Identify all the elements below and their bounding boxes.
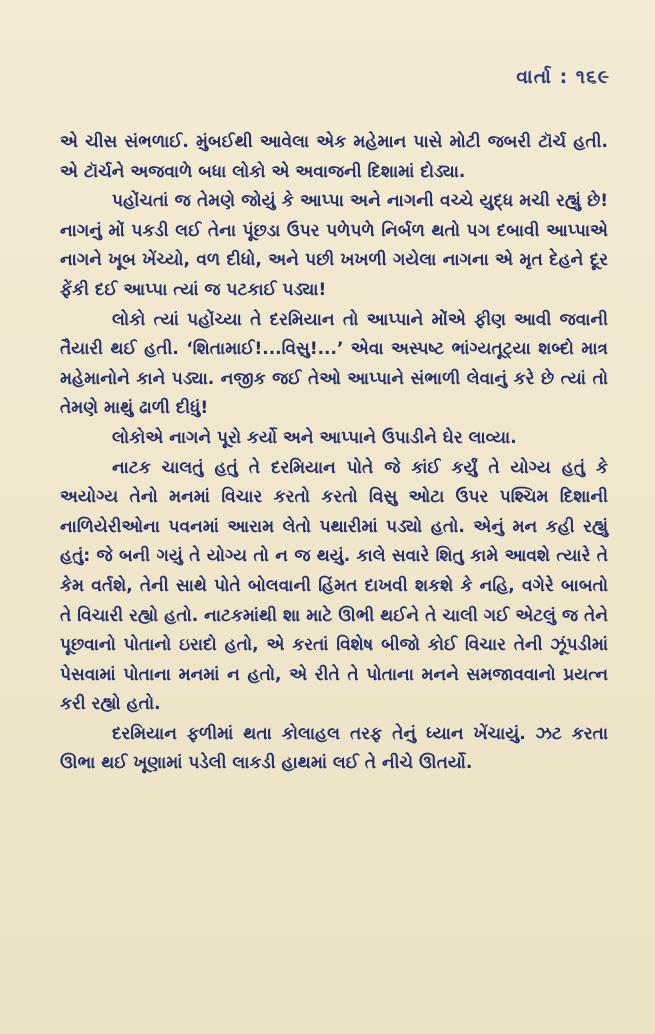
- running-header: વાર્તા : ૧૬૯: [516, 66, 610, 88]
- body-text: [60, 128, 608, 779]
- paragraph: એ ચીસ સંભળાઈ. મુંબઈથી આવેલા એક મહેમાન પાસે મોટી જબરી ટૉર્ચ હતી. એ ટૉર્ચને અજવાળે બધા લોકો એ અવાજની દિશામાં દોડ્યા.: [60, 132, 608, 182]
- paragraph: લોકોએ નાગને પૂરો કર્યો અને આપ્પાને ઉપાડીને ઘેર લાવ્યા.: [112, 427, 517, 448]
- paragraph: પહોંચતાં જ તેમણે જોયું કે આપ્પા અને નાગની વચ્ચે યુદ્ધ મચી રહ્યું છે! નાગનું મોં પકડી લઈ તેના પૂંછડા ઉપર પળેપળે નિર્બળ થતો પગ દબાવી આપ્પાએ નાગને ખૂબ ખેંચ્યો, વળ દીધો, અને પછી ખખળી ગયેલા નાગના એ મૃત દેહને દૂર ફેંકી દઈ આપ્પા ત્યાં જ પટકાઈ પડ્યા!: [60, 191, 608, 300]
- paragraph: લોકો ત્યાં પહોંચ્યા તે દરમિયાન તો આપ્પાને મોંએ ફીણ આવી જવાની તૈયારી થઈ હતી. ‘શિતામાઈ!...વિસુ!...’ એવા અસ્પષ્ટ ભાંગ્યતૂટ્યા શબ્દો માત્ર મહેમાનોને કાને પડ્યા. નજીક જઈ તેઓ આપ્પાને સંભાળી લેવાનું કરે છે ત્યાં તો તેમણે માથું ઢાળી દીધું!: [60, 309, 608, 419]
- paragraph: દરમિયાન ફળીમાં થતા કોલાહલ તરફ તેનું ધ્યાન ખેંચાયું. ઝટ કરતા ઊભા થઈ ખૂણામાં પડેલી લાકડી હાથમાં લઈ તે નીચે ઊતર્યો.: [60, 723, 608, 774]
- paragraph: નાટક ચાલતું હતું તે દરમિયાન પોતે જે કાંઈ કર્યું તે યોગ્ય હતું કે અયોગ્ય તેનો મનમાં વિચાર કરતો કરતો વિસુ ઓટા ઉપર પશ્ચિમ દિશાની નાળિયેરીઓના પવનમાં આરામ લેતો પથારીમાં પડ્યો હતો. એનું મન કહી રહ્યું હતું: જે બની ગયું તે યોગ્ય તો ન જ થયું. કાલે સવારે શિતુ કામે આવશે ત્યારે તે કેમ વર્તશે, તેની સાથે પોતે બોલવાની હિંમત દાખવી શકશે કે નહિ, વગેરે બાબતો તે વિચારી રહ્યો હતો. નાટકમાંથી શા માટે ઊભી થઈને તે ચાલી ગઈ એટલું જ તેને પૂછવાનો પોતાનો ઇરાદો હતો, એ કરતાં વિશેષ બીજો કોઈ વિચાર તેની ઝૂંપડીમાં પેસવામાં પોતાના મનમાં ન હતો, એ રીતે તે પોતાના મનને સમજાવવાનો પ્રયત્ન કરી રહ્યો હતો.: [60, 457, 608, 715]
